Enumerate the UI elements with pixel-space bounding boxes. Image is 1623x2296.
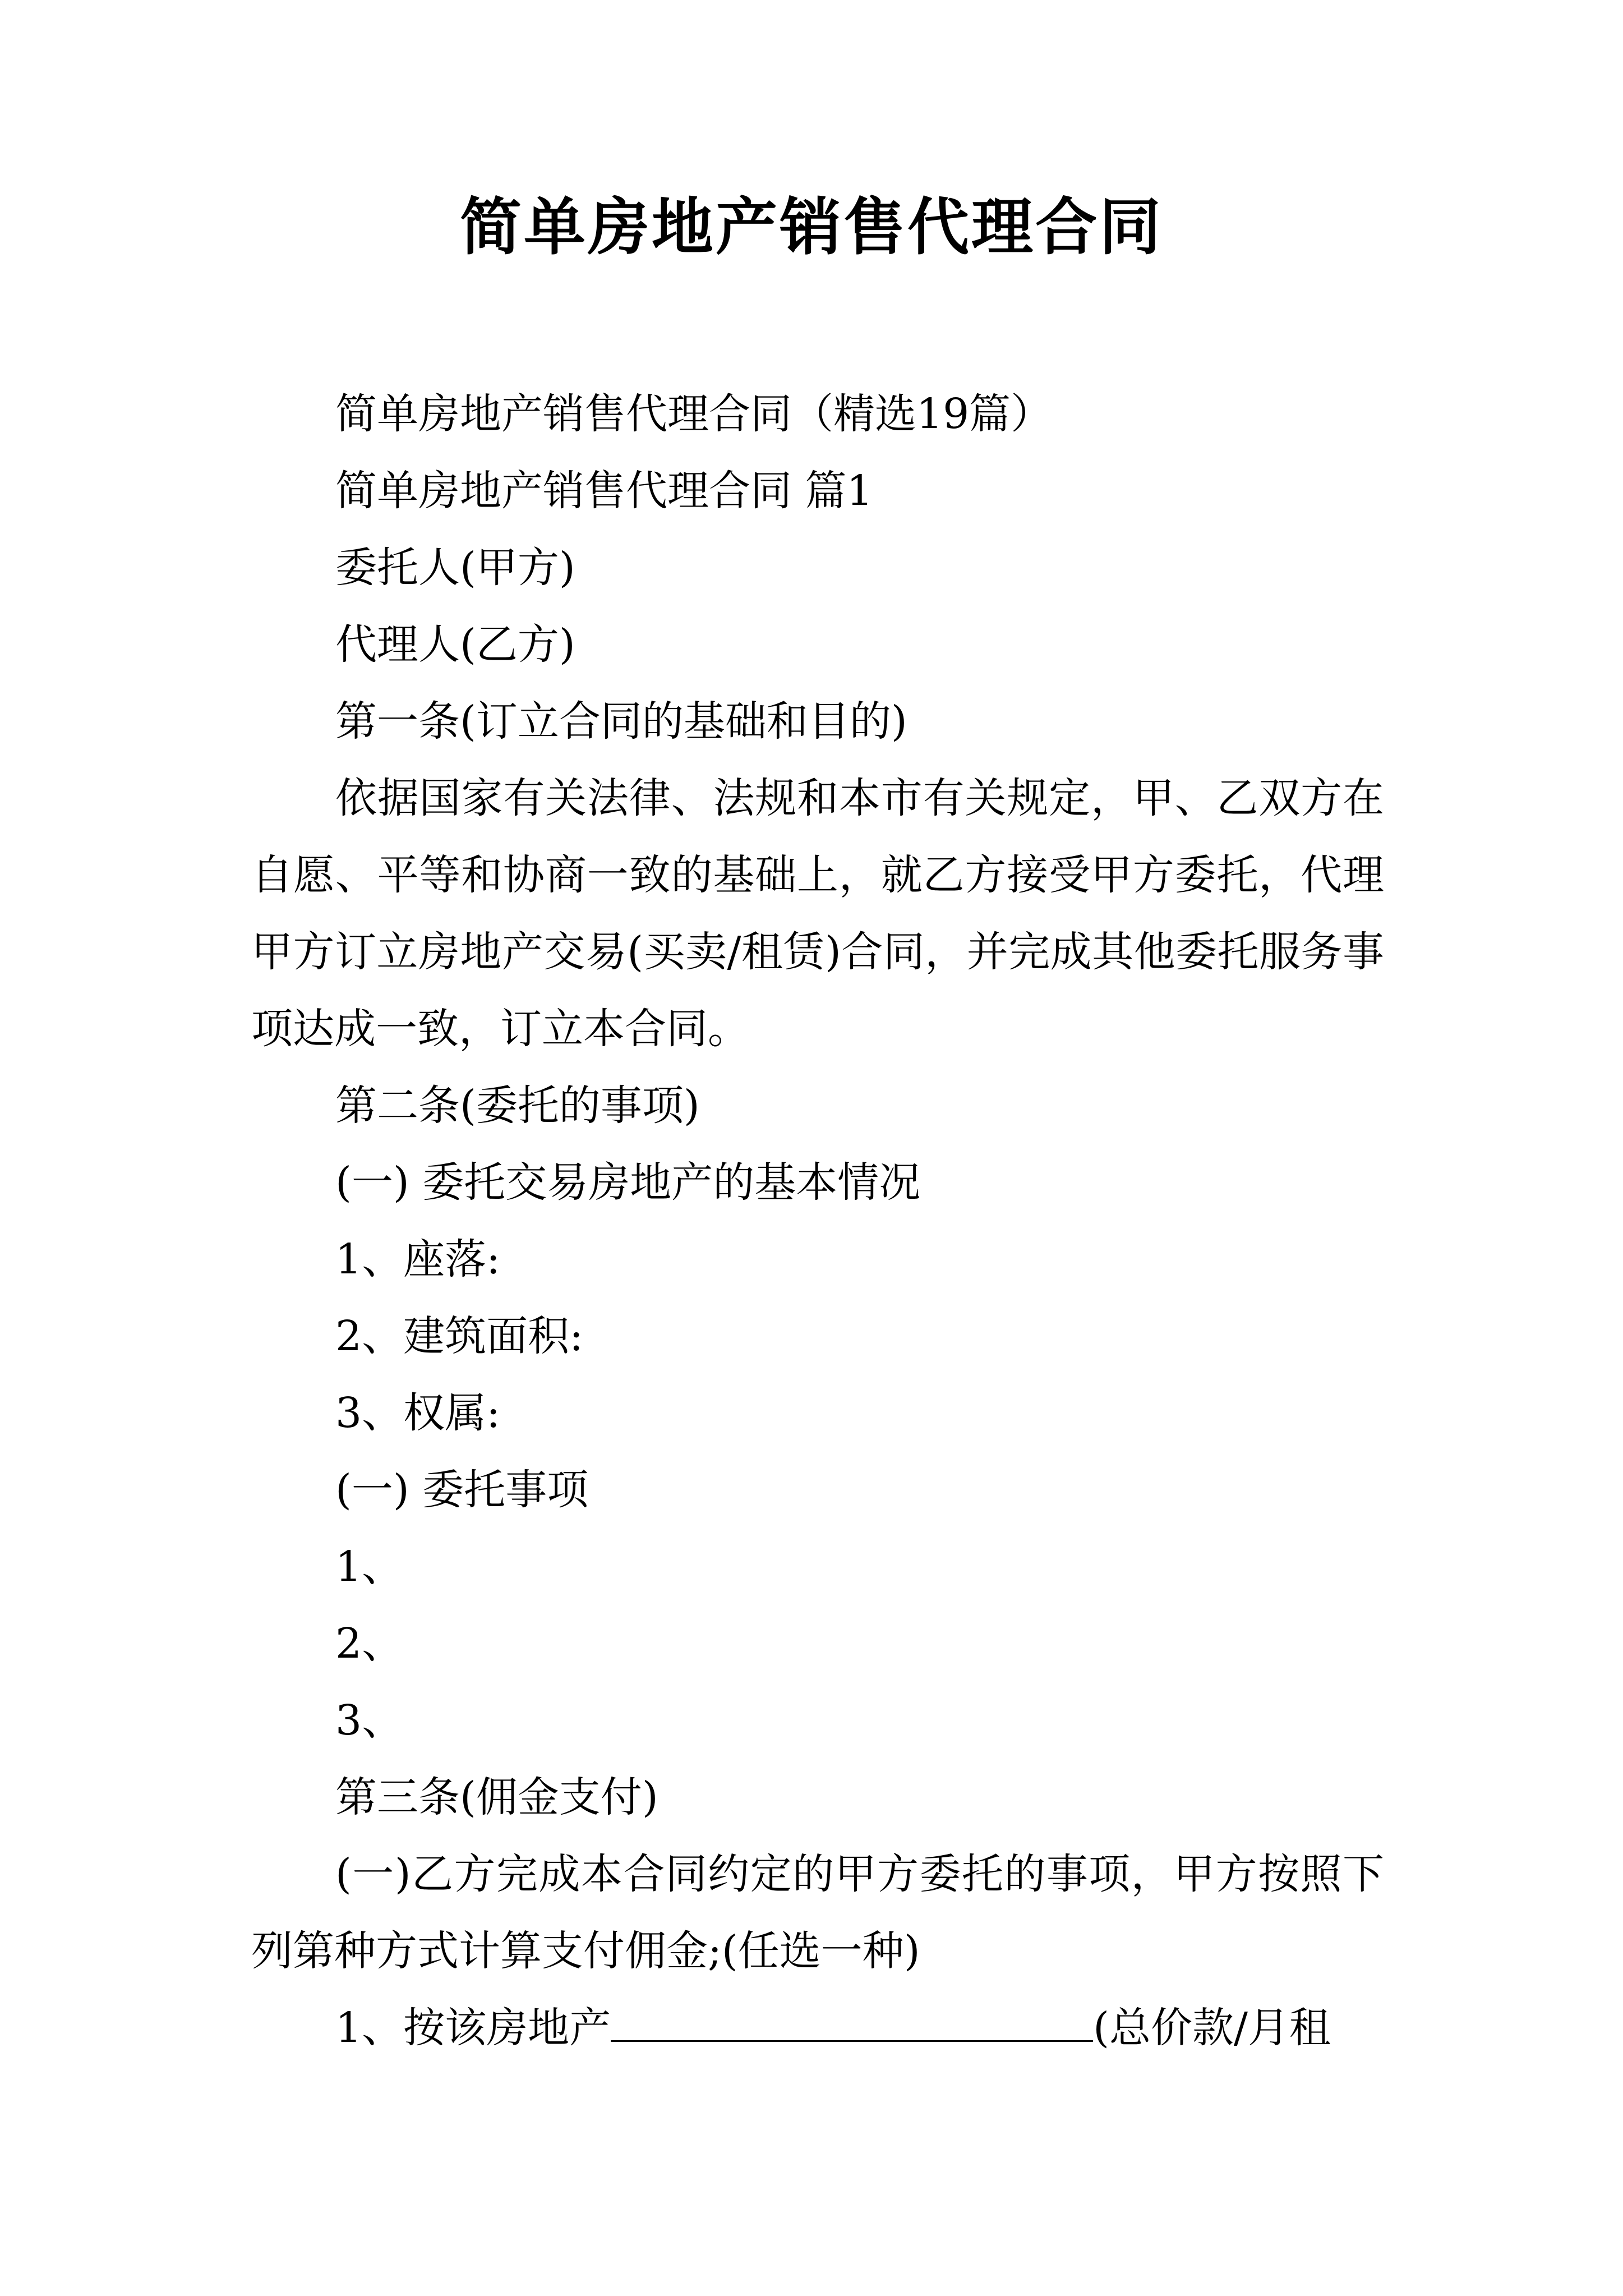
- paragraph-location: 1、座落:: [335, 1235, 501, 1283]
- paragraph-matter-2: 2、: [335, 1619, 404, 1668]
- paragraph-commission-method: (一)乙方完成本合同约定的甲方委托的事项，甲方按照下列第种方式计算支付佣金;(任选一种): [251, 1850, 1384, 1975]
- paragraph-article-1: 第一条(订立合同的基础和目的): [335, 697, 907, 746]
- document-body: [251, 376, 1384, 2067]
- paragraph-article-2: 第二条(委托的事项): [335, 1082, 700, 1130]
- paragraph-property-info: (一) 委托交易房地产的基本情况: [335, 1158, 921, 1207]
- paragraph-party-a: 委托人(甲方): [335, 544, 575, 592]
- paragraph-article-1-body: 依据国家有关法律、法规和本市有关规定，甲、乙双方在自愿、平等和协商一致的基础上，就乙方接受甲方委托，代理甲方订立房地产交易(买卖/租赁)合同，并完成其他委托服务事项达成一致，订立本合同。: [251, 774, 1384, 1053]
- paragraph-entrusted-matters: (一) 委托事项: [335, 1466, 589, 1514]
- paragraph-ownership: 3、权属:: [335, 1389, 501, 1437]
- document-title: 简单房地产销售代理合同: [460, 191, 1163, 263]
- paragraph-matter-3: 3、: [335, 1696, 404, 1745]
- fill-in-blank: [611, 1995, 1093, 2042]
- paragraph-commission-option-1: [251, 1990, 1384, 2067]
- paragraph-article-3: 第三条(佣金支付): [335, 1773, 658, 1821]
- paragraph-floor-area: 2、建筑面积:: [335, 1312, 584, 1360]
- commission-text-before: 1、按该房地产: [335, 2004, 611, 2052]
- paragraph-party-b: 代理人(乙方): [335, 620, 575, 669]
- paragraph-section-heading: 简单房地产销售代理合同 篇1: [335, 467, 873, 515]
- paragraph-matter-1: 1、: [335, 1543, 404, 1591]
- paragraph-subtitle: 简单房地产销售代理合同（精选19篇）: [335, 390, 1053, 438]
- commission-text-after: (总价款/月租: [1093, 2004, 1331, 2052]
